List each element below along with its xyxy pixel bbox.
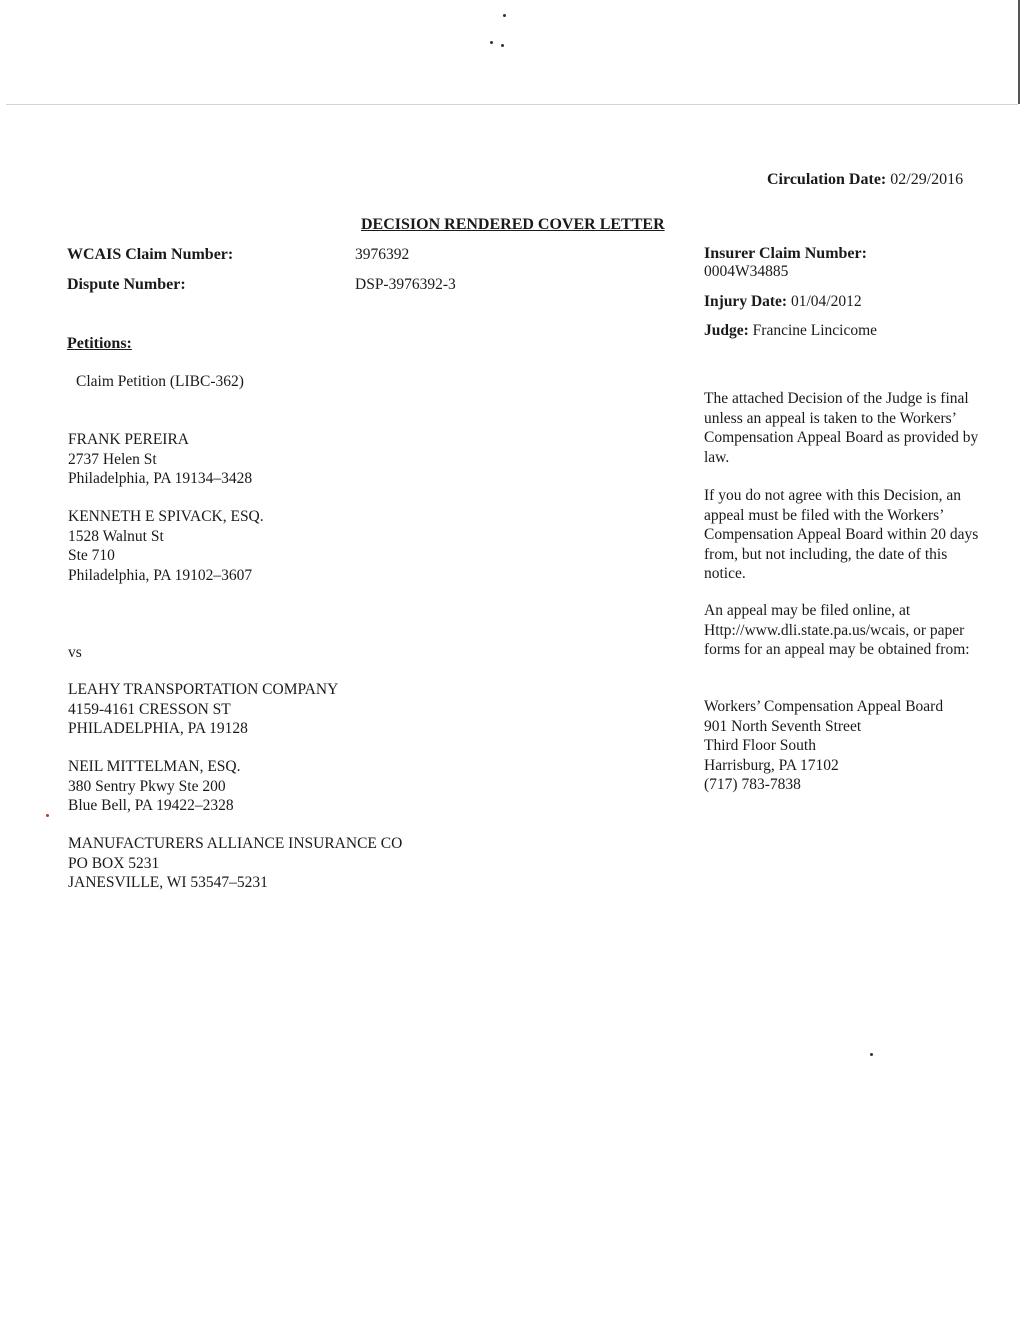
- party-line: 4159-4161 CRESSON ST: [68, 700, 231, 718]
- party-employer: [68, 680, 338, 739]
- wcais-claim-label: WCAIS Claim Number:: [67, 246, 234, 263]
- petition-item: Claim Petition (LIBC-362): [76, 373, 244, 390]
- circulation-date-value: 02/29/2016: [890, 171, 964, 188]
- party-line: MANUFACTURERS ALLIANCE INSURANCE CO: [68, 835, 403, 852]
- notice-paragraph-appeal-deadline: If you do not agree with this Decision, an appeal must be filed with the Workers’ Compensation Appeal Board within 20 days from, but not including, the date of this notice.: [704, 487, 979, 582]
- address-line: Workers’ Compensation Appeal Board: [704, 698, 944, 715]
- appeal-board-address: [704, 697, 943, 795]
- party-line: 380 Sentry Pkwy Ste 200: [68, 777, 226, 795]
- insurer-claim-number: 0004W34885: [704, 263, 789, 280]
- party-line: PHILADELPHIA, PA 19128: [68, 720, 248, 737]
- party-line: PO BOX 5231: [68, 854, 160, 872]
- versus-label: vs: [68, 644, 82, 661]
- party-claimant-attorney: [68, 507, 264, 585]
- dispute-number-label: Dispute Number:: [67, 276, 186, 293]
- party-line: Blue Bell, PA 19422–2328: [68, 797, 234, 814]
- judge-name: Francine Lincicome: [752, 322, 878, 339]
- page-title: DECISION RENDERED COVER LETTER: [361, 216, 665, 233]
- scan-speck: [46, 814, 49, 817]
- party-line: JANESVILLE, WI 53547–5231: [68, 874, 268, 891]
- injury-date-value: 01/04/2012: [790, 293, 862, 310]
- petitions-label: Petitions:: [67, 335, 132, 352]
- address-line: 901 North Seventh Street: [704, 717, 862, 735]
- circulation-date-label: Circulation Date:: [767, 171, 887, 188]
- party-line: Philadelphia, PA 19102–3607: [68, 566, 253, 584]
- scan-speck: [870, 1053, 873, 1056]
- circulation-date: [767, 171, 963, 189]
- address-line: Harrisburg, PA 17102: [704, 756, 839, 774]
- party-line: 1528 Walnut St: [68, 527, 164, 545]
- party-line: 2737 Helen St: [68, 450, 157, 468]
- page-edge-right: [1018, 0, 1020, 104]
- scan-speck: [490, 41, 493, 44]
- party-claimant: [68, 430, 252, 489]
- scan-speck: [503, 14, 506, 17]
- notice-paragraph-how-to-appeal: An appeal may be filed online, at Http://www.dli.state.pa.us/wcais, or paper forms for an appeal may be obtained from:: [704, 602, 970, 658]
- wcais-claim-number: 3976392: [355, 246, 410, 263]
- dispute-number: DSP-3976392-3: [355, 276, 456, 293]
- injury-date: [704, 293, 862, 311]
- injury-date-label: Injury Date:: [704, 293, 788, 310]
- party-employer-attorney: [68, 757, 240, 816]
- party-line: LEAHY TRANSPORTATION COMPANY: [68, 681, 339, 698]
- party-line: Ste 710: [68, 547, 115, 564]
- address-line: Third Floor South: [704, 737, 816, 754]
- party-line: FRANK PEREIRA: [68, 431, 190, 448]
- party-line: Philadelphia, PA 19134–3428: [68, 470, 253, 487]
- party-line: NEIL MITTELMAN, ESQ.: [68, 758, 241, 775]
- page-edge-line: [6, 104, 1018, 105]
- party-line: KENNETH E SPIVACK, ESQ.: [68, 508, 264, 525]
- party-insurer: [68, 834, 402, 893]
- scan-speck: [501, 44, 504, 47]
- judge-label: Judge:: [704, 322, 749, 339]
- address-line: (717) 783-7838: [704, 776, 801, 793]
- insurer-claim-label: Insurer Claim Number:: [704, 245, 867, 262]
- notice-paragraph-final: The attached Decision of the Judge is final unless an appeal is taken to the Workers’ Compensation Appeal Board as provided by law.: [704, 390, 979, 466]
- judge: [704, 322, 877, 340]
